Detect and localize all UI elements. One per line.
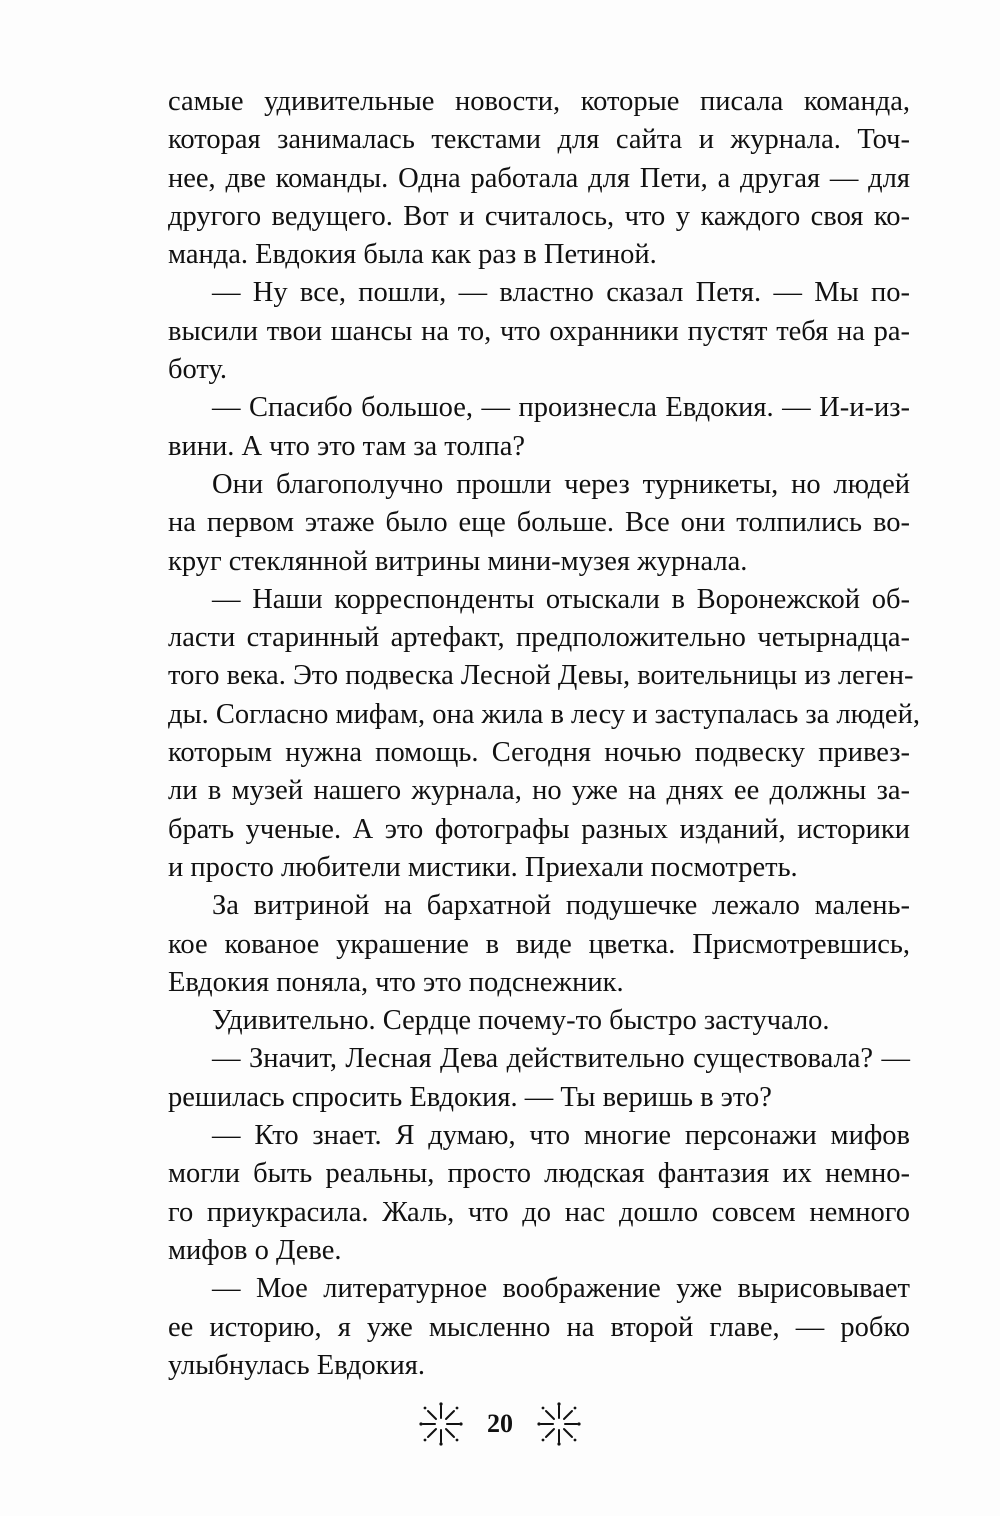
text-line: За витриной на бархатной подушечке лежало малень- — [212, 890, 910, 922]
text-line: ее историю, я уже мысленно на второй главе, — робко — [168, 1311, 910, 1343]
paragraph — [124, 274, 910, 389]
text-line: — Значит, Лесная Дева действительно существовала? — — [212, 1043, 910, 1075]
text-line: — Ну все, пошли, — властно сказал Петя. — Мы по- — [212, 277, 910, 309]
text-line: — Наши корреспонденты отыскали в Воронежской об- — [212, 583, 910, 615]
paragraph — [124, 1002, 910, 1040]
paragraph — [124, 466, 910, 581]
text-line: манда. Евдокия была как раз в Петиной. — [168, 239, 657, 271]
text-line: другого ведущего. Вот и считалось, что у каждого своя ко- — [168, 200, 910, 232]
text-line: самые удивительные новости, которые писала команда, — [168, 86, 910, 117]
text-line: которым нужна помощь. Сегодня ночью подвеску привез- — [168, 737, 910, 769]
paragraph — [124, 887, 910, 1002]
paragraph — [124, 389, 910, 466]
text-line: го приукрасила. Жаль, что до нас дошло совсем немного — [168, 1196, 910, 1228]
paragraph — [124, 1040, 910, 1117]
paragraph — [124, 1270, 910, 1385]
text-line: решилась спросить Евдокия. — Ты веришь в это? — [168, 1081, 772, 1113]
page-footer — [0, 1394, 1000, 1454]
text-line: улыбнулась Евдокия. — [168, 1349, 426, 1381]
text-line: Удивительно. Сердце почему-то быстро застучало. — [212, 1005, 830, 1037]
text-line: могли быть реальны, просто людская фантазия их немно- — [168, 1158, 910, 1190]
text-line: того века. Это подвеска Лесной Девы, воительницы из леген- — [168, 660, 914, 692]
paragraph — [124, 1117, 910, 1270]
text-line: Они благополучно прошли через турникеты, но людей — [212, 468, 910, 500]
text-line: — Кто знает. Я думаю, что многие персонажи мифов — [212, 1120, 910, 1152]
text-line: которая занималась текстами для сайта и журнала. Точ- — [168, 124, 910, 156]
paragraph — [124, 83, 910, 274]
text-line: ласти старинный артефакт, предположительно четырнадца- — [168, 622, 910, 654]
body-text — [124, 83, 920, 1385]
snowflake-ornament-icon-left — [419, 1402, 463, 1446]
text-line: боту. — [168, 354, 227, 386]
text-line: круг стеклянной витрины мини-музея журнала. — [168, 545, 748, 577]
text-line: на первом этаже было еще больше. Все они толпились во- — [168, 507, 910, 539]
text-line: Евдокия поняла, что это подснежник. — [168, 966, 624, 998]
text-line: вини. А что это там за толпа? — [168, 430, 526, 462]
text-line: кое кованое украшение в виде цветка. Присмотревшись, — [168, 928, 910, 960]
text-line: ли в музей нашего журнала, но уже на днях ее должны за- — [168, 775, 910, 807]
text-line: брать ученые. А это фотографы разных изданий, историки — [168, 813, 910, 845]
text-line: — Спасибо большое, — произнесла Евдокия. — И-и-из- — [212, 392, 910, 424]
snowflake-ornament-icon-right — [537, 1402, 581, 1446]
text-line: нее, две команды. Одна работала для Пети, а другая — для — [168, 162, 910, 194]
text-line: и просто любители мистики. Приехали посмотреть. — [168, 851, 798, 883]
text-line: высили твои шансы на то, что охранники пустят тебя на ра- — [168, 315, 910, 347]
paragraph — [124, 581, 920, 887]
text-line: — Мое литературное воображение уже вырисовывает — [212, 1273, 910, 1305]
page-number: 20 — [487, 1409, 513, 1438]
text-line: мифов о Деве. — [168, 1234, 342, 1266]
text-line: ды. Согласно мифам, она жила в лесу и заступалась за людей, — [168, 698, 920, 730]
